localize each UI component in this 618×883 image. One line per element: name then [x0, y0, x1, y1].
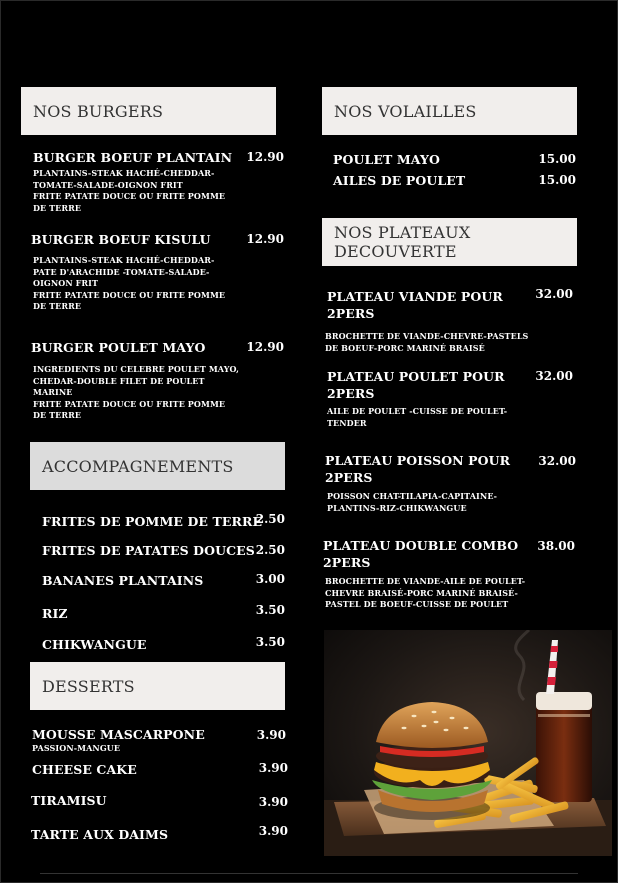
section-header-plateaux: NOS PLATEAUX DECOUVERTE — [322, 218, 577, 266]
dessert-4-name: TARTE AUX DAIMS — [31, 827, 169, 842]
section-header-volailles: NOS VOLAILLES — [322, 87, 577, 135]
poultry-1-price: 15.00 — [538, 152, 576, 166]
burger-3-name: BURGER POULET MAYO — [31, 340, 206, 355]
dessert-1-name: MOUSSE MASCARPONE — [32, 727, 205, 742]
side-1-name: FRITES DE POMME DE TERRE — [42, 514, 263, 529]
dessert-2-price: 3.90 — [258, 761, 288, 775]
side-1-price: 2.50 — [255, 512, 285, 526]
burger-fries-drink-icon — [324, 630, 612, 856]
burger-3-price: 12.90 — [246, 340, 284, 354]
burger-2-price: 12.90 — [246, 232, 284, 246]
platter-3-name: PLATEAU POISSON POUR 2PERS — [325, 453, 511, 485]
burger-1-name: BURGER BOEUF PLANTAIN — [33, 150, 233, 165]
section-header-accompagnements: ACCOMPAGNEMENTS — [30, 442, 285, 490]
side-4-price: 3.50 — [255, 603, 285, 617]
burger-2-name: BURGER BOEUF KISULU — [31, 232, 211, 247]
side-5-name: CHIKWANGUE — [42, 637, 147, 652]
platter-2-price: 32.00 — [535, 369, 573, 383]
burger-photo — [324, 630, 612, 856]
platter-1-name: PLATEAU VIANDE POUR 2PERS — [327, 289, 503, 321]
dessert-4-price: 3.90 — [258, 824, 288, 838]
platter-2-desc: AILE DE POULET -CUISSE DE POULET- TENDER — [327, 406, 508, 428]
dessert-2-name: CHEESE CAKE — [32, 762, 137, 777]
section-header-burgers: NOS BURGERS — [21, 87, 276, 135]
poultry-2-price: 15.00 — [538, 173, 576, 187]
burger — [372, 702, 492, 820]
poultry-1-name: POULET MAYO — [333, 152, 440, 167]
side-4-name: RIZ — [42, 606, 68, 621]
platter-1-price: 32.00 — [535, 287, 573, 301]
platter-4-desc: BROCHETTE DE VIANDE-AILE DE POULET- CHEVRE BRAISÉ-PORC MARINÉ BRAISÉ- PASTEL DE BOEUF-CUISSE DE POULET — [325, 576, 526, 609]
side-5-price: 3.50 — [255, 635, 285, 649]
side-3-name: BANANES PLANTAINS — [42, 573, 204, 588]
burger-3-desc: INGREDIENTS DU CELEBRE POULET MAYO, CHEDAR-DOUBLE FILET DE POULET MARINE FRITE PATATE DOUCE OU FRITE POMME DE TERRE — [33, 364, 239, 420]
dessert-3-price: 3.90 — [258, 795, 288, 809]
dessert-3-name: TIRAMISU — [31, 793, 107, 808]
platter-1-desc: BROCHETTE DE VIANDE-CHEVRE-PASTELS DE BOEUF-PORC MARINÉ BRAISÉ — [325, 331, 529, 353]
side-3-price: 3.00 — [255, 572, 285, 586]
dessert-1-sub: PASSION-MANGUE — [32, 743, 121, 753]
burger-2-desc: PLANTAINS-STEAK HACHÉ-CHEDDAR- PATE D'ARACHIDE -TOMATE-SALADE- OIGNON FRIT FRITE PATATE DOUCE OU FRITE POMME DE TERRE — [33, 255, 226, 311]
platter-4-name: PLATEAU DOUBLE COMBO 2PERS — [323, 538, 519, 570]
burger-1-price: 12.90 — [246, 150, 284, 164]
platter-4-price: 38.00 — [537, 539, 575, 553]
burger-1-desc: PLANTAINS-STEAK HACHÉ-CHEDDAR- TOMATE-SALADE-OIGNON FRIT FRITE PATATE DOUCE OU FRITE POMME DE TERRE — [33, 168, 226, 213]
platter-3-price: 32.00 — [538, 454, 576, 468]
poultry-2-name: AILES DE POULET — [333, 173, 466, 188]
dessert-1-price: 3.90 — [256, 728, 286, 742]
side-2-price: 2.50 — [255, 543, 285, 557]
side-2-name: FRITES DE PATATES DOUCES — [42, 543, 255, 558]
footer-divider — [40, 873, 578, 874]
platter-3-desc: POISSON CHAT-TILAPIA-CAPITAINE- PLANTINS-RIZ-CHIKWANGUE — [327, 491, 498, 513]
platter-2-name: PLATEAU POULET POUR 2PERS — [327, 369, 505, 401]
section-header-desserts: DESSERTS — [30, 662, 285, 710]
